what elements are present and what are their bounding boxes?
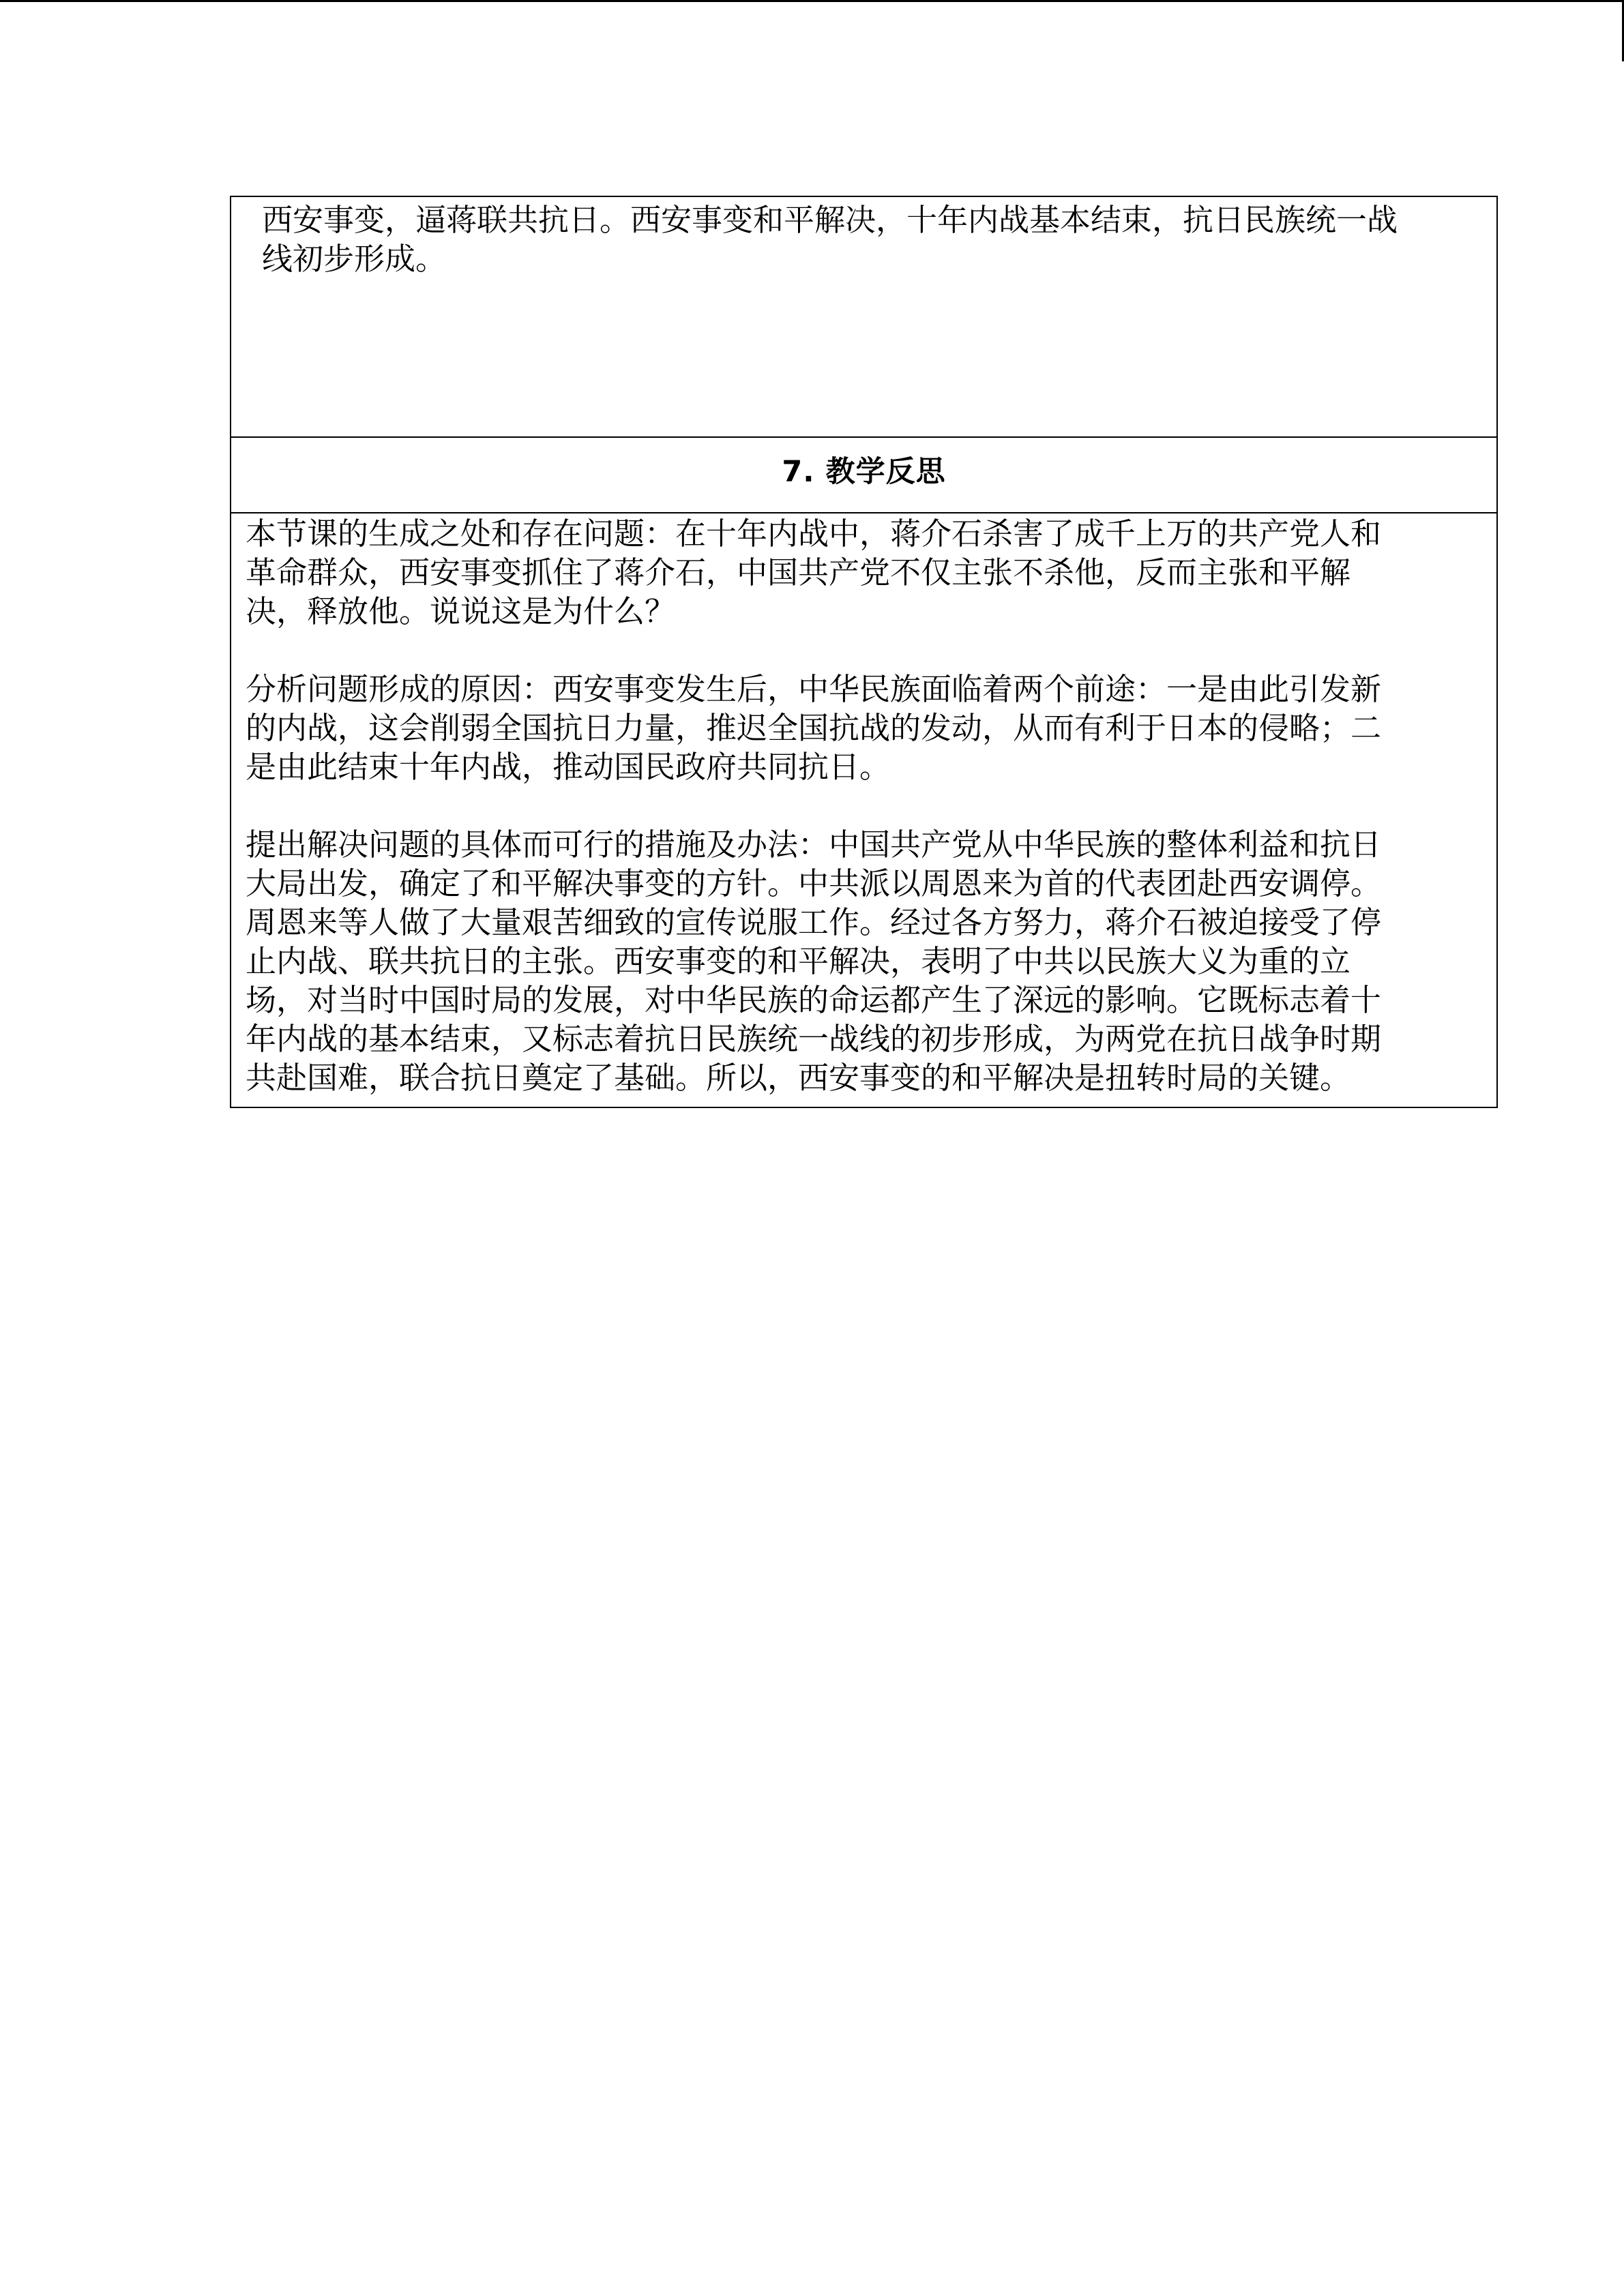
problem-line-1: 本节课的生成之处和存在问题：在十年内战中，蒋介石杀害了成千上万的共产党人和 [246, 516, 1382, 552]
cause-line-1: 分析问题形成的原因：西安事变发生后，中华民族面临着两个前途：一是由此引发新 [246, 671, 1382, 707]
solution-line-7: 共赴国难，联合抗日奠定了基础。所以，西安事变的和平解决是扭转时局的关键。 [246, 1060, 1351, 1096]
problem-line-2: 革命群众，西安事变抓住了蒋介石，中国共产党不仅主张不杀他，反而主张和平解 [246, 554, 1351, 591]
reflection-cell [231, 513, 1496, 1107]
section-heading-cell [231, 438, 1496, 513]
solution-line-2: 大局出发，确定了和平解决事变的方针。中共派以周恩来为首的代表团赴西安调停。 [246, 865, 1382, 901]
solution-line-6: 年内战的基本结束，又标志着抗日民族统一战线的初步形成，为两党在抗日战争时期 [246, 1021, 1382, 1057]
solution-line-1: 提出解决问题的具体而可行的措施及办法：中国共产党从中华民族的整体利益和抗日 [246, 826, 1382, 863]
continued-line-1: 西安事变，逼蒋联共抗日。西安事变和平解决，十年内战基本结束，抗日民族统一战 [262, 202, 1398, 238]
paragraph-spacer [246, 631, 1476, 670]
problem-line-3: 决，释放他。说说这是为什么？ [246, 593, 676, 629]
paragraph-spacer [246, 786, 1476, 825]
continued-content-cell [231, 197, 1496, 438]
continued-line-2: 线初步形成。 [262, 241, 447, 277]
cause-line-3: 是由此结束十年内战，推动国民政府共同抗日。 [246, 749, 891, 785]
cause-line-2: 的内战，这会削弱全国抗日力量，推迟全国抗战的发动，从而有利于日本的侵略；二 [246, 710, 1382, 746]
lesson-plan-table [230, 196, 1498, 1108]
section-heading: 7. 教学反思 [782, 455, 946, 489]
solution-line-4: 止内战、联共抗日的主张。西安事变的和平解决，表明了中共以民族大义为重的立 [246, 943, 1351, 979]
solution-line-5: 场，对当时中国时局的发展，对中华民族的命运都产生了深远的影响。它既标志着十 [246, 982, 1382, 1018]
page-top-border [0, 0, 1624, 2]
solution-line-3: 周恩来等人做了大量艰苦细致的宣传说服工作。经过各方努力，蒋介石被迫接受了停 [246, 904, 1382, 940]
